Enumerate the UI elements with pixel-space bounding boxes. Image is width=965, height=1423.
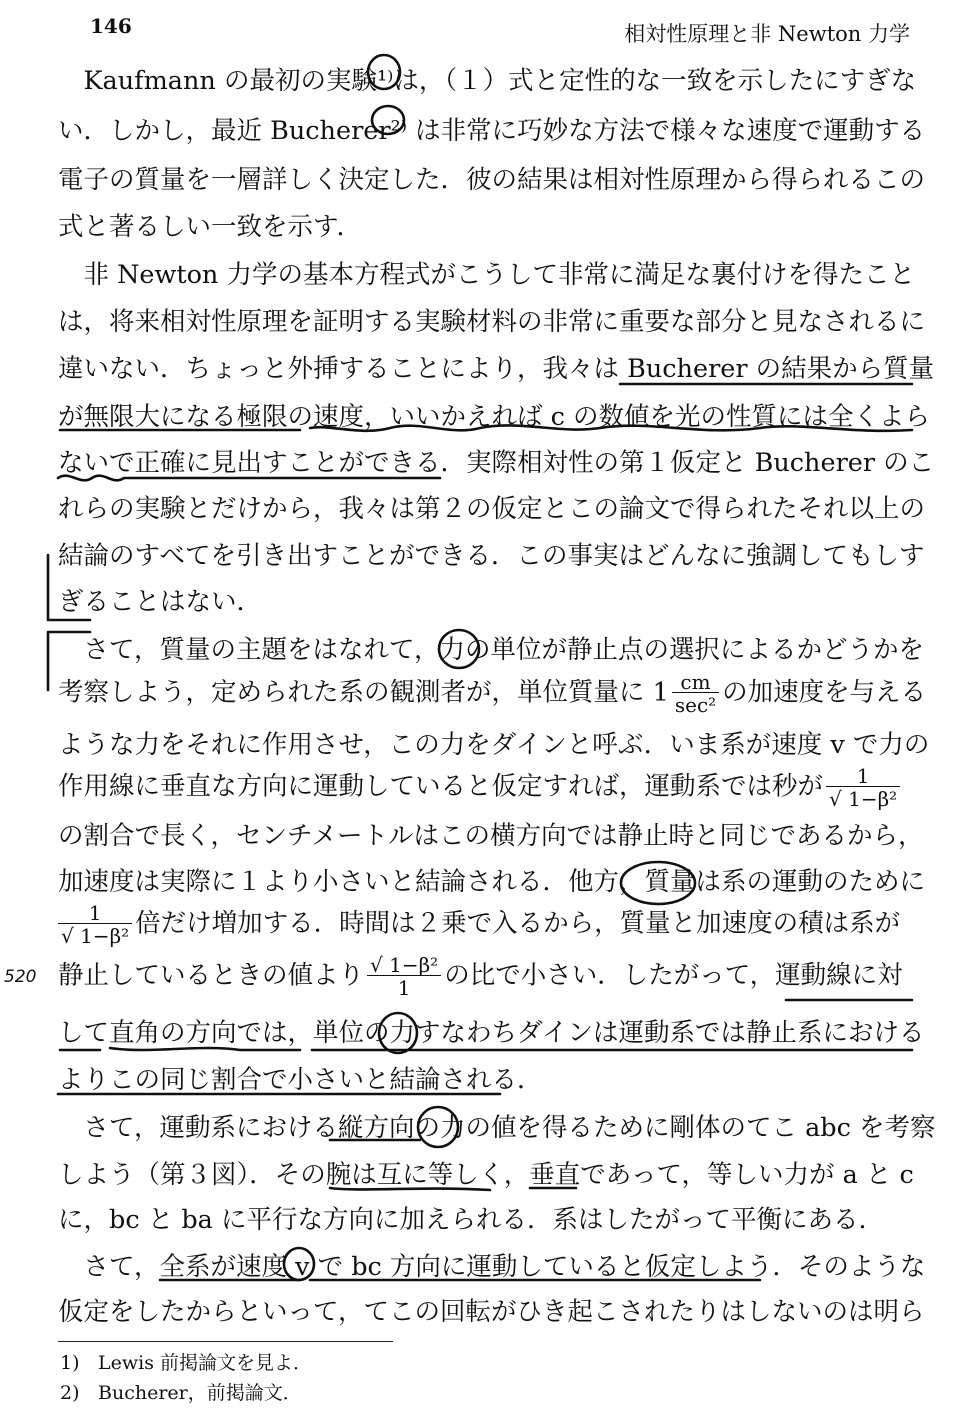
fraction-sqrt-over-one [367, 955, 441, 998]
text-line: 加速度は実際に１より小さいと結論される．他方，質量は系の運動のために [58, 867, 926, 897]
text-line: の割合で長く，センチメートルはこの横方向では静止時と同じであるから， [58, 821, 924, 851]
footnote-text: Lewis 前掲論文を見よ． [98, 1352, 312, 1374]
fraction-denominator: sec² [672, 692, 719, 715]
fraction-denominator: √ 1−β² [826, 786, 900, 809]
text-line: 非 Newton 力学の基本方程式がこうして非常に満足な裏付けを得たこと [58, 260, 915, 290]
text-run: 倍だけ増加する．時間は２乗で入るから，質量と加速度の積は系が [135, 908, 901, 939]
text-line: い．しかし，最近 Bucherer²⁾ は非常に巧妙な方法で様々な速度で運動する [58, 116, 926, 146]
text-line: が無限大になる極限の速度，いいかえれば c の数値を光の性質には全くよら [58, 402, 930, 432]
text-line: さて，質量の主題をはなれて，力の単位が静止点の選択によるかどうかを [58, 635, 924, 665]
text-line: 仮定をしたからといって，てこの回転がひき起こされたりはしないのは明ら [58, 1297, 925, 1327]
running-title: 相対性原理と非 Newton 力学 [624, 22, 910, 46]
fraction-numerator: cm [680, 670, 711, 694]
text-run: 作用線に垂直な方向に運動していると仮定すれば，運動系では秒が [58, 771, 824, 802]
fraction-numerator: 1 [88, 901, 102, 925]
text-run: の加速度を与える [722, 677, 927, 708]
fraction-one-over-sqrt [826, 766, 900, 809]
text-line: ような力をそれに作用させ，この力をダインと呼ぶ．いま系が速度 v で力の [58, 730, 930, 760]
text-line: ないで正確に見出すことができる．実際相対性の第１仮定と Bucherer のこ [58, 448, 935, 478]
footnote-number: 1) [60, 1352, 80, 1374]
fraction-numerator: √ 1−β² [370, 953, 439, 977]
text-line: に，bc と ba に平行な方向に加えられる．系はしたがって平衡にある． [58, 1205, 884, 1235]
text-line: さて，運動系における縦方向の力の値を得るために剛体のてこ abc を考察 [58, 1113, 936, 1143]
footnote-text: Bucherer，前掲論文． [98, 1382, 302, 1404]
page-number: 146 [90, 14, 132, 38]
fraction-cm-sec2 [672, 672, 719, 715]
fraction-one-over-sqrt [58, 903, 132, 946]
fraction-denominator: √ 1−β² [58, 923, 132, 946]
footnote [60, 1348, 312, 1375]
text-line-with-fraction [58, 903, 910, 946]
text-line-with-fraction [58, 955, 910, 998]
fraction-denominator: 1 [367, 975, 441, 998]
text-line: れらの実験とだけから，我々は第２の仮定とこの論文で得られたそれ以上の [58, 494, 926, 524]
text-line: Kaufmann の最初の実験¹⁾は，（１）式と定性的な一致を示したにすぎな [58, 66, 917, 96]
footnote-number: 2) [60, 1382, 80, 1404]
text-line: は，将来相対性原理を証明する実験材料の非常に重要な部分と見なされるに [58, 307, 926, 337]
text-line: よりこの同じ割合で小さいと結論される． [58, 1065, 543, 1095]
text-line-with-fraction [58, 766, 910, 809]
text-run: の比で小さい．したがって，運動線に対 [444, 960, 903, 991]
text-line: 違いない．ちょっと外挿することにより，我々は Bucherer の結果から質量 [58, 354, 935, 384]
text-line: 式と著るしい一致を示す． [58, 212, 362, 242]
text-line: さて，全系が速度 v で bc 方向に運動していると仮定しよう．そのような [58, 1252, 926, 1282]
footnote-rule [58, 1341, 393, 1342]
text-line: しよう（第３図）．その腕は互に等しく，垂直であって，等しい力が a と c [58, 1160, 914, 1190]
text-line: して直角の方向では，単位の力すなわちダインは運動系では静止系における [58, 1018, 925, 1048]
text-line-with-fraction [58, 670, 927, 717]
text-line: 電子の質量を一層詳しく決定した．彼の結果は相対性原理から得られるこの [58, 165, 926, 195]
margin-page-reference: 520 [4, 967, 37, 987]
text-run: 静止しているときの値より [58, 960, 365, 991]
text-line: 結論のすべてを引き出すことができる．この事実はどんなに強調してもしす [58, 541, 925, 571]
footnote [60, 1378, 302, 1405]
text-run: 考察しよう，定められた系の観測者が，単位質量に 1 [58, 677, 669, 708]
fraction-numerator: 1 [856, 764, 870, 788]
text-line: ぎることはない． [58, 587, 263, 617]
